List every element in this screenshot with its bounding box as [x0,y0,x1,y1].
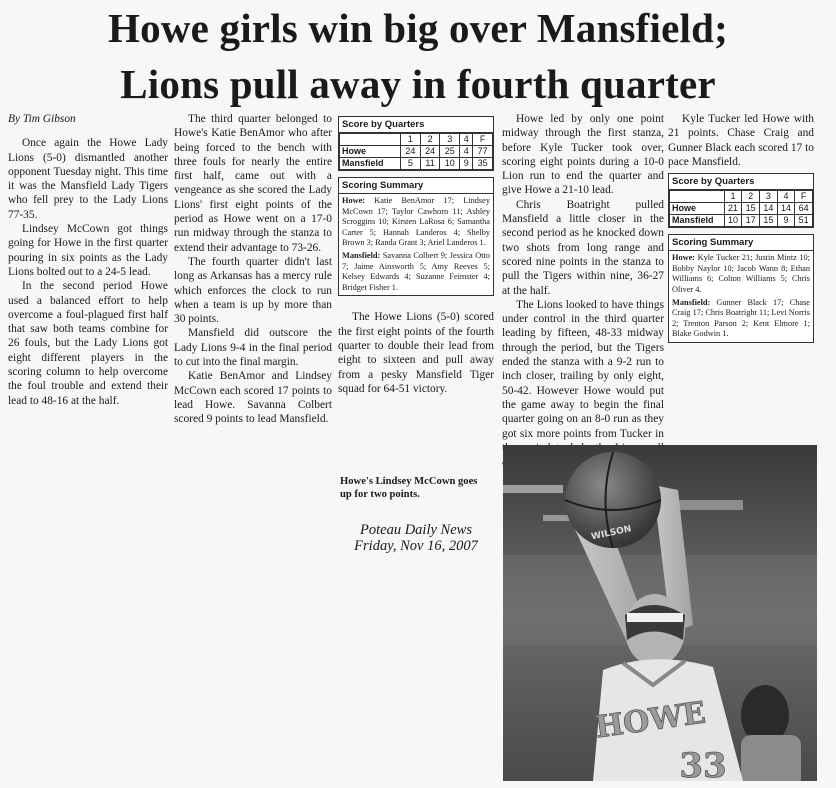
score-cell: 17 [742,215,760,227]
ball-brand: WILSON [590,524,633,543]
score-team: Mansfield [340,158,401,170]
summary-team-label: Howe: [672,253,696,263]
article-paragraph: Kyle Tucker led Howe with 21 points. Chase Craig and Gunner Black each scored 17 to pace Mansfield. [668,113,814,168]
score-cell: 10 [440,158,460,170]
score-cell: 77 [473,146,493,158]
basketball-photo [503,445,817,781]
score-cell: F [473,134,493,146]
score-cell: 1 [401,134,421,146]
score-cell [340,134,401,146]
score-team: Howe [670,203,725,215]
score-box-title: Score by Quarters [339,117,493,133]
score-team: Mansfield [670,215,725,227]
boys-score-box [668,173,814,228]
boys-score-table [669,190,813,227]
score-cell: 4 [460,146,473,158]
summary-text: Savanna Colbert 9; Jessica Otto 7; Jaime Ainsworth 5; Amy Reeves 5; Kelsey Edwards 4; Suzanne Feimster 4; Bridget Fisher 1. [342,250,490,292]
article-column-2 [174,112,332,427]
opponent-body [741,735,801,781]
article-paragraph: Lindsey McCown got things going for Howe in the first quarter pouring in six points as the Lady Lions bolted out to a 24-5 lead. [8,223,168,278]
score-cell: 5 [401,158,421,170]
gym-light [503,485,563,493]
score-header-row [670,191,813,203]
score-row [670,215,813,227]
score-box-title: Score by Quarters [669,174,813,190]
publication-date: Friday, Nov 16, 2007 [354,538,478,554]
article-column-4 [502,112,664,469]
score-cell: 9 [460,158,473,170]
article-column-3 [338,112,494,396]
score-row [340,158,493,170]
summary-box-title: Scoring Summary [339,178,493,194]
summary-howe [342,196,490,249]
summary-team-label: Howe: [342,196,366,205]
headband [627,613,683,622]
summary-team-label: Mansfield: [342,250,381,260]
summary-mansfield [672,298,810,340]
source-credit [340,522,492,554]
article-paragraph: Howe led by only one point midway through the first stanza, before Kyle Tucker took over, scoring eight points during a 10-0 Lion run to end the quarter and give Howe a 21-10 lead. [502,113,664,197]
article-paragraph: Chris Boatright pulled Mansfield a little closer in the second period as he knocked down two shots from long range and scored nine points in the stanza to pull the Tigers within nine, 36-27 at the half. [502,198,664,297]
score-cell: 35 [473,158,493,170]
jersey-number: 33 [679,746,727,781]
summary-text: Katie BenAmor 17; Lindsey McCown 17; Taylor Cawhorn 11; Ashley Scroggins 10; Kirsten LaRosa 6; Samantha Carter 5; Hannah Landeros 4; Shelby Brown 3; Randa Grant 3; Ariel Landeros 1. [342,196,490,248]
summary-team-label: Mansfield: [672,297,711,307]
article-paragraph: The fourth quarter didn't last long as Arkansas has a mercy rule which enforces the clock to run when a team is up by more than 30 points. [174,255,332,326]
article-paragraph: The Lions looked to have things under control in the third quarter leading by fifteen, 48-33 midway through the period, but the Tigers ended the stanza with a 9-2 run to inch closer, trailing by only eight, 50-42. However Howe would put the game away to begin the final quarter going on an 8-0 run as they got six more points from Tucker in [502,298,664,440]
article-paragraph: In the second period Howe used a balanced effort to help overcome a foul-plagued first half that saw both teams combine for 26 fouls, but the Lady Lions got eight different players in the scoring column to help overcome the foul trouble and extend their lead to 48-16 at the half. [8,280,168,407]
score-cell: 9 [777,215,795,227]
score-cell: 11 [420,158,440,170]
girls-summary-box [338,177,494,296]
score-header-row [340,134,493,146]
newspaper-name: Poteau Daily News [360,522,472,538]
score-cell: 24 [401,146,421,158]
article-column-5 [668,112,814,349]
score-cell: 3 [760,191,778,203]
score-cell: 21 [724,203,742,215]
article-paragraph: The third quarter belonged to Howe's Katie BenAmor who after being forced to the bench with three fouls for nearly the entire first half, came out with a vengeance as she scored the Lady Lions' first eight points of the period as Howe went on a 17-0 run midway through the stanza to extend their advantage to 73-26. [174,113,332,254]
summary-howe [672,253,810,295]
score-cell: 15 [742,203,760,215]
summary-text: Kyle Tucker 21; Justin Mintz 10; Bobby Naylor 10; Jacob Wann 8; Ethan Williams 6; Colton Williams 5; Chris Oliver 4. [672,253,810,294]
score-cell: 4 [460,134,473,146]
score-cell: 25 [440,146,460,158]
score-cell: 2 [742,191,760,203]
score-cell: 24 [420,146,440,158]
byline: By Tim Gibson [8,113,76,125]
boys-summary-box [668,234,814,343]
score-team: Howe [340,146,401,158]
girls-score-box [338,116,494,171]
headline-line-1: Howe girls win big over Mansfield; [108,5,728,51]
jersey-lettering: HOWE [592,695,708,746]
article-paragraph: Mansfield did outscore the Lady Lions 9-4 in the final period to cut into the final margin. [174,327,332,369]
headline-line-2: Lions pull away in fourth quarter [120,61,716,107]
score-cell: 2 [420,134,440,146]
scoring-summary [339,194,493,295]
article-column-1 [8,112,168,408]
score-cell: 10 [724,215,742,227]
scoring-summary [669,251,813,342]
girls-score-table [339,133,493,170]
photo-caption: Howe's Lindsey McCown goes up for two points. [340,476,478,500]
photo-illustration [503,445,817,781]
score-cell: 4 [777,191,795,203]
score-cell: 64 [795,203,813,215]
score-cell: 3 [440,134,460,146]
score-cell: 1 [724,191,742,203]
article-paragraph: Katie BenAmor and Lindsey McCown each scored 17 points to lead Howe. Savanna Colbert scored 9 points to lead Mansfield. [174,370,332,426]
score-row [670,203,813,215]
score-cell: 15 [760,215,778,227]
score-cell: 51 [795,215,813,227]
score-cell: F [795,191,813,203]
summary-mansfield [342,251,490,293]
score-cell [670,191,725,203]
article-paragraph: The Howe Lions (5-0) scored the first eight points of the fourth quarter to double their lead from eight to sixteen and pull away from a pesky Mansfield Tiger squad for 64-51 victory. [338,311,494,395]
summary-text: Gunner Black 17; Chase Craig 17; Chris Boatright 11; Levi Norris 2; Trenton Parson 2; Kent Elmore 1; Blake Godwin 1. [672,297,810,339]
score-cell: 14 [777,203,795,215]
score-row [340,146,493,158]
score-cell: 14 [760,203,778,215]
article-paragraph: Once again the Howe Lady Lions (5-0) dismantled another opponent Tuesday night. This time it was the Mansfield Lady Tigers who fell prey to the Lady Lions 77-35. [8,137,168,221]
summary-box-title: Scoring Summary [669,235,813,251]
